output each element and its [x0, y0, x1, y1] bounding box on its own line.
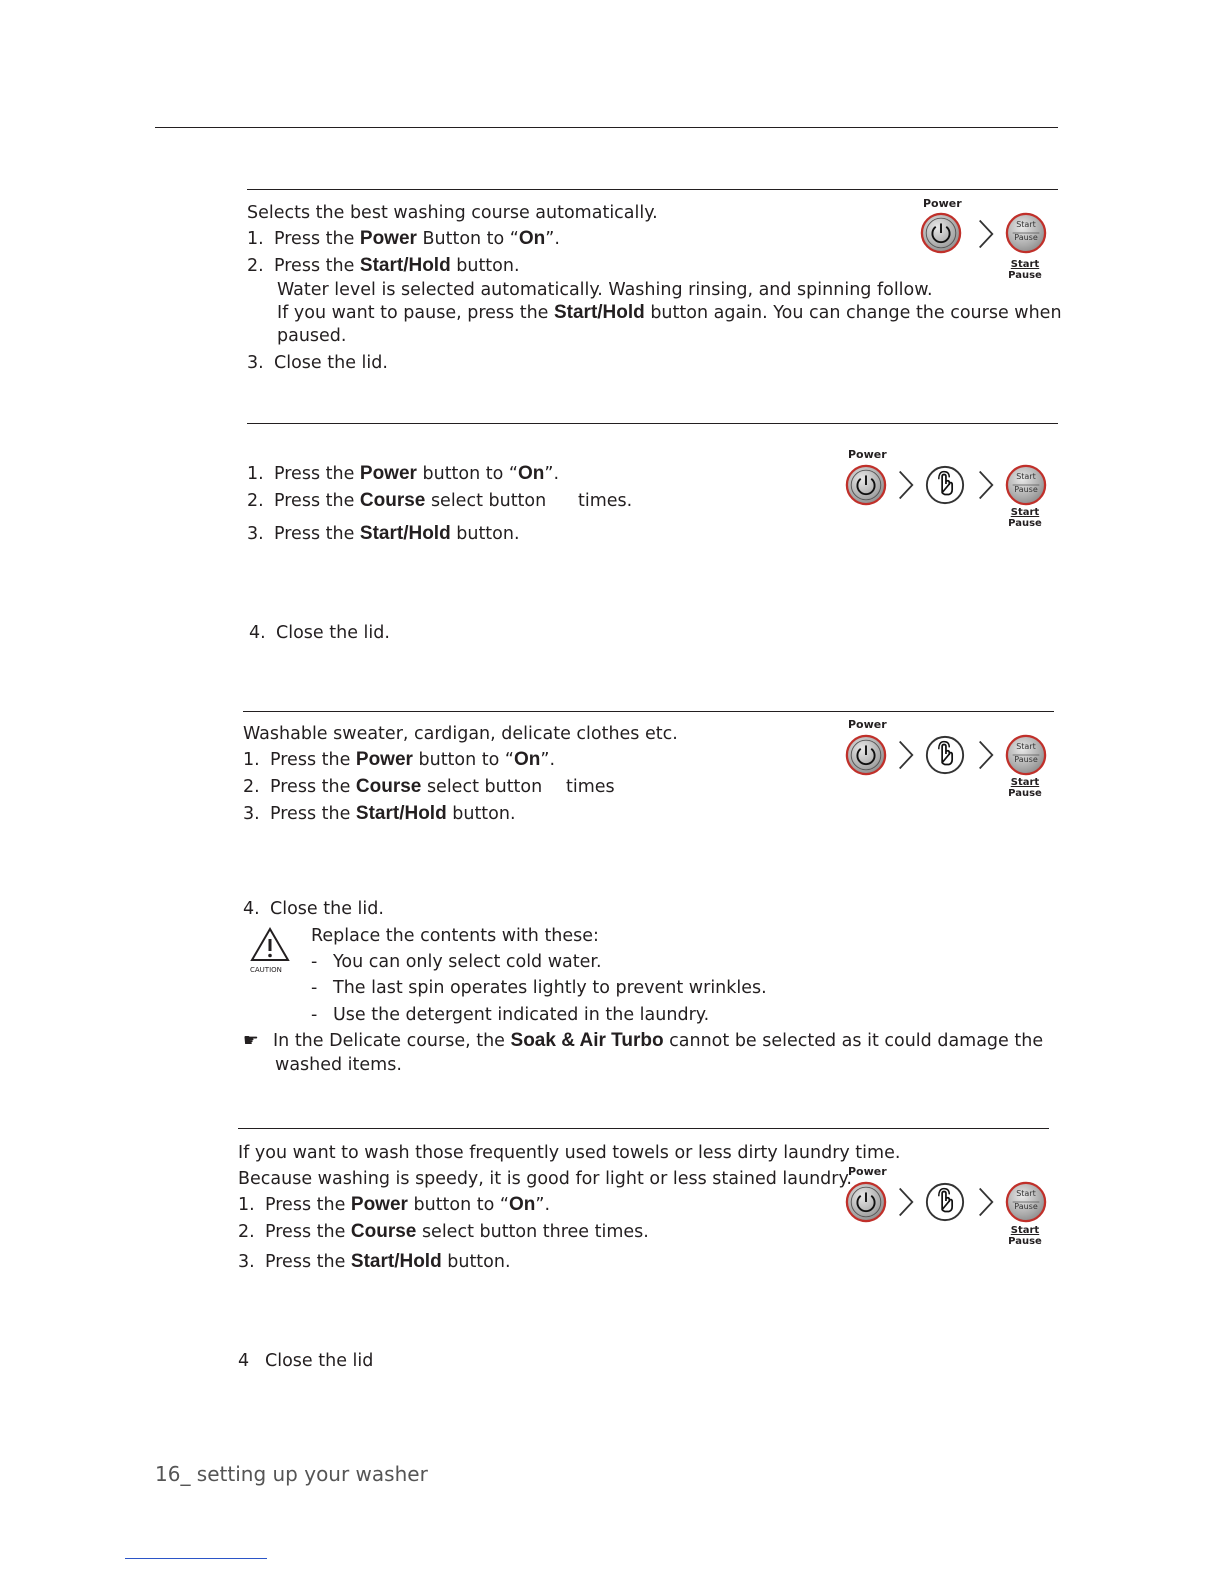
section4-step-1: 1. Press the Power button to “On”.: [238, 1194, 551, 1215]
start-pause-icon: [1005, 734, 1047, 776]
power-label: Power: [848, 1165, 887, 1178]
start-pause-label: Start Pause: [1008, 777, 1042, 799]
chevron-right-icon: [897, 469, 915, 501]
caution-item: - The last spin operates lightly to prevent wrinkles.: [311, 978, 767, 998]
hand-press-icon: [924, 464, 966, 506]
caution-item: - You can only select cold water.: [311, 952, 602, 972]
hand-press-icon: [924, 1181, 966, 1223]
section1-note-1: Water level is selected automatically. Washing rinsing, and spinning follow.: [277, 280, 933, 300]
power-icon: [845, 734, 887, 776]
start-pause-label: Start Pause: [1008, 259, 1042, 281]
section3-step-2-times: times: [566, 777, 615, 797]
section1-rule: [247, 189, 1058, 190]
section3-step-4: 4. Close the lid.: [243, 899, 384, 919]
section2-step-4: 4. Close the lid.: [249, 623, 390, 643]
section2-step-3: 3. Press the Start/Hold button.: [247, 523, 520, 544]
chevron-right-icon: [977, 218, 995, 250]
start-pause-label: Start Pause: [1008, 507, 1042, 529]
start-text: Start: [1016, 220, 1036, 229]
section2-step-2: 2. Press the Course select button: [247, 490, 547, 511]
header-rule: [155, 127, 1058, 128]
section3-rule: [243, 711, 1054, 712]
chevron-right-icon: [977, 469, 995, 501]
chevron-right-icon: [897, 1186, 915, 1218]
section1-step-3: 3. Close the lid.: [247, 353, 388, 373]
section4-rule: [238, 1128, 1049, 1129]
page-footer: 16_ setting up your washer: [155, 1462, 428, 1486]
power-icon: [920, 212, 962, 254]
chevron-right-icon: [897, 739, 915, 771]
caution-label: CAUTION: [250, 966, 282, 974]
chevron-right-icon: [977, 739, 995, 771]
pause-text: Pause: [1014, 1202, 1038, 1211]
section4-step-4: 4 Close the lid: [238, 1351, 374, 1371]
section2-step-2-times: times.: [578, 491, 633, 511]
section2-rule: [247, 423, 1058, 424]
section3-step-1: 1. Press the Power button to “On”.: [243, 749, 556, 770]
pointing-hand-icon: ☛: [243, 1031, 259, 1051]
caution-title: Replace the contents with these:: [311, 926, 599, 946]
bottom-link-line: [125, 1558, 267, 1559]
section1-note-2: If you want to pause, press the Start/Hold button again. You can change the course when: [277, 302, 1062, 323]
power-label: Power: [923, 197, 962, 210]
section1-step-1: 1. Press the Power Button to “On”.: [247, 228, 560, 249]
section3-step-3: 3. Press the Start/Hold button.: [243, 803, 516, 824]
chevron-right-icon: [977, 1186, 995, 1218]
section1-step-2: 2. Press the Start/Hold button.: [247, 255, 520, 276]
section2-step-1: 1. Press the Power button to “On”.: [247, 463, 560, 484]
section4-step-3: 3. Press the Start/Hold button.: [238, 1251, 511, 1272]
start-text: Start: [1016, 1189, 1036, 1198]
start-text: Start: [1016, 472, 1036, 481]
caution-icon: [250, 927, 290, 963]
power-icon: [845, 464, 887, 506]
section3-intro: Washable sweater, cardigan, delicate clothes etc.: [243, 724, 678, 744]
section1-note-3: paused.: [277, 326, 347, 346]
section4-intro-1: If you want to wash those frequently used towels or less dirty laundry time.: [238, 1143, 901, 1163]
delicate-note: ☛ In the Delicate course, the Soak & Air Turbo cannot be selected as it could damage the: [243, 1030, 1044, 1051]
pause-text: Pause: [1014, 755, 1038, 764]
hand-press-icon: [924, 734, 966, 776]
start-pause-label: Start Pause: [1008, 1225, 1042, 1247]
caution-item: - Use the detergent indicated in the laundry.: [311, 1005, 710, 1025]
section3-step-2: 2. Press the Course select button: [243, 776, 543, 797]
power-label: Power: [848, 718, 887, 731]
pause-text: Pause: [1014, 485, 1038, 494]
start-pause-icon: [1005, 212, 1047, 254]
section4-step-2: 2. Press the Course select button three times.: [238, 1221, 649, 1242]
start-pause-icon: [1005, 464, 1047, 506]
power-label: Power: [848, 448, 887, 461]
section4-intro-2: Because washing is speedy, it is good for light or less stained laundry.: [238, 1169, 852, 1189]
start-pause-icon: [1005, 1181, 1047, 1223]
start-text: Start: [1016, 742, 1036, 751]
power-icon: [845, 1181, 887, 1223]
pause-text: Pause: [1014, 233, 1038, 242]
delicate-note-cont: washed items.: [275, 1055, 402, 1075]
section1-intro: Selects the best washing course automatically.: [247, 203, 658, 223]
